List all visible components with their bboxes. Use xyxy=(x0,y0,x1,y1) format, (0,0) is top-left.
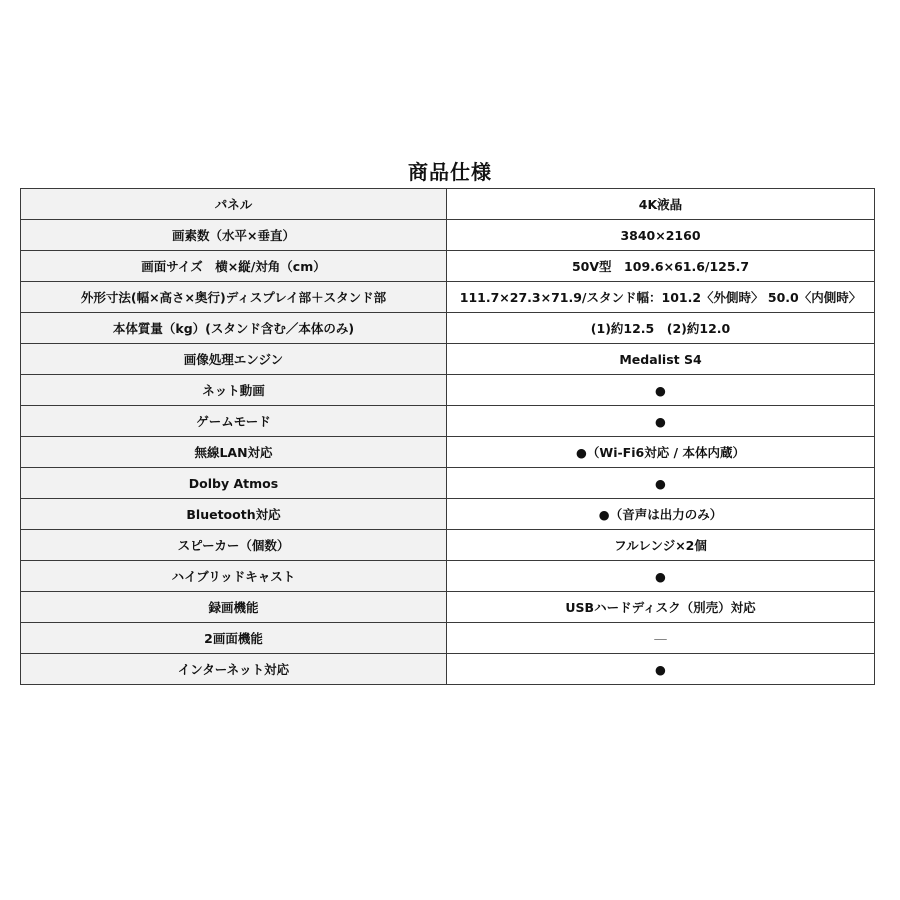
row-label: Dolby Atmos xyxy=(21,468,447,499)
row-label: スピーカー（個数） xyxy=(21,530,447,561)
spec-table xyxy=(20,188,875,685)
table-row xyxy=(21,251,875,282)
row-label: 本体質量（kg）(スタンド含む／本体のみ) xyxy=(21,313,447,344)
row-value: USBハードディスク（別売）対応 xyxy=(447,592,875,623)
row-label: 外形寸法(幅×高さ×奥行)ディスプレイ部＋スタンド部 xyxy=(21,282,447,313)
row-label: 無線LAN対応 xyxy=(21,437,447,468)
row-value: Medalist S4 xyxy=(447,344,875,375)
table-row xyxy=(21,189,875,220)
row-label: ハイブリッドキャスト xyxy=(21,561,447,592)
table-row xyxy=(21,592,875,623)
row-value: フルレンジ×2個 xyxy=(447,530,875,561)
table-row xyxy=(21,654,875,685)
table-row xyxy=(21,499,875,530)
row-value: ● xyxy=(447,561,875,592)
table-row xyxy=(21,623,875,654)
table-row xyxy=(21,561,875,592)
row-value: ● xyxy=(447,654,875,685)
table-row xyxy=(21,375,875,406)
row-label: 録画機能 xyxy=(21,592,447,623)
row-value: ● xyxy=(447,375,875,406)
row-value: 50V型 109.6×61.6/125.7 xyxy=(447,251,875,282)
row-label: ゲームモード xyxy=(21,406,447,437)
table-row xyxy=(21,468,875,499)
row-label: インターネット対応 xyxy=(21,654,447,685)
table-row xyxy=(21,530,875,561)
row-label: Bluetooth対応 xyxy=(21,499,447,530)
table-row xyxy=(21,313,875,344)
row-label: パネル xyxy=(21,189,447,220)
row-label: ネット動画 xyxy=(21,375,447,406)
row-label: 画面サイズ 横×縦/対角（cm） xyxy=(21,251,447,282)
page-title: 商品仕様 xyxy=(408,160,492,184)
row-value: ● xyxy=(447,468,875,499)
table-row xyxy=(21,437,875,468)
row-value: ●（Wi-Fi6対応 / 本体内蔵） xyxy=(447,437,875,468)
row-label: 画素数（水平×垂直） xyxy=(21,220,447,251)
table-row xyxy=(21,406,875,437)
row-value: (1)約12.5 (2)約12.0 xyxy=(447,313,875,344)
row-value: 4K液晶 xyxy=(447,189,875,220)
row-value: 3840×2160 xyxy=(447,220,875,251)
row-label: 2画面機能 xyxy=(21,623,447,654)
row-label: 画像処理エンジン xyxy=(21,344,447,375)
table-row xyxy=(21,220,875,251)
row-value: ― xyxy=(447,623,875,654)
row-value: ●（音声は出力のみ） xyxy=(447,499,875,530)
row-value: 111.7×27.3×71.9/スタンド幅：101.2〈外側時〉 50.0〈内側時〉 xyxy=(447,282,875,313)
row-value: ● xyxy=(447,406,875,437)
table-row xyxy=(21,344,875,375)
table-row xyxy=(21,282,875,313)
